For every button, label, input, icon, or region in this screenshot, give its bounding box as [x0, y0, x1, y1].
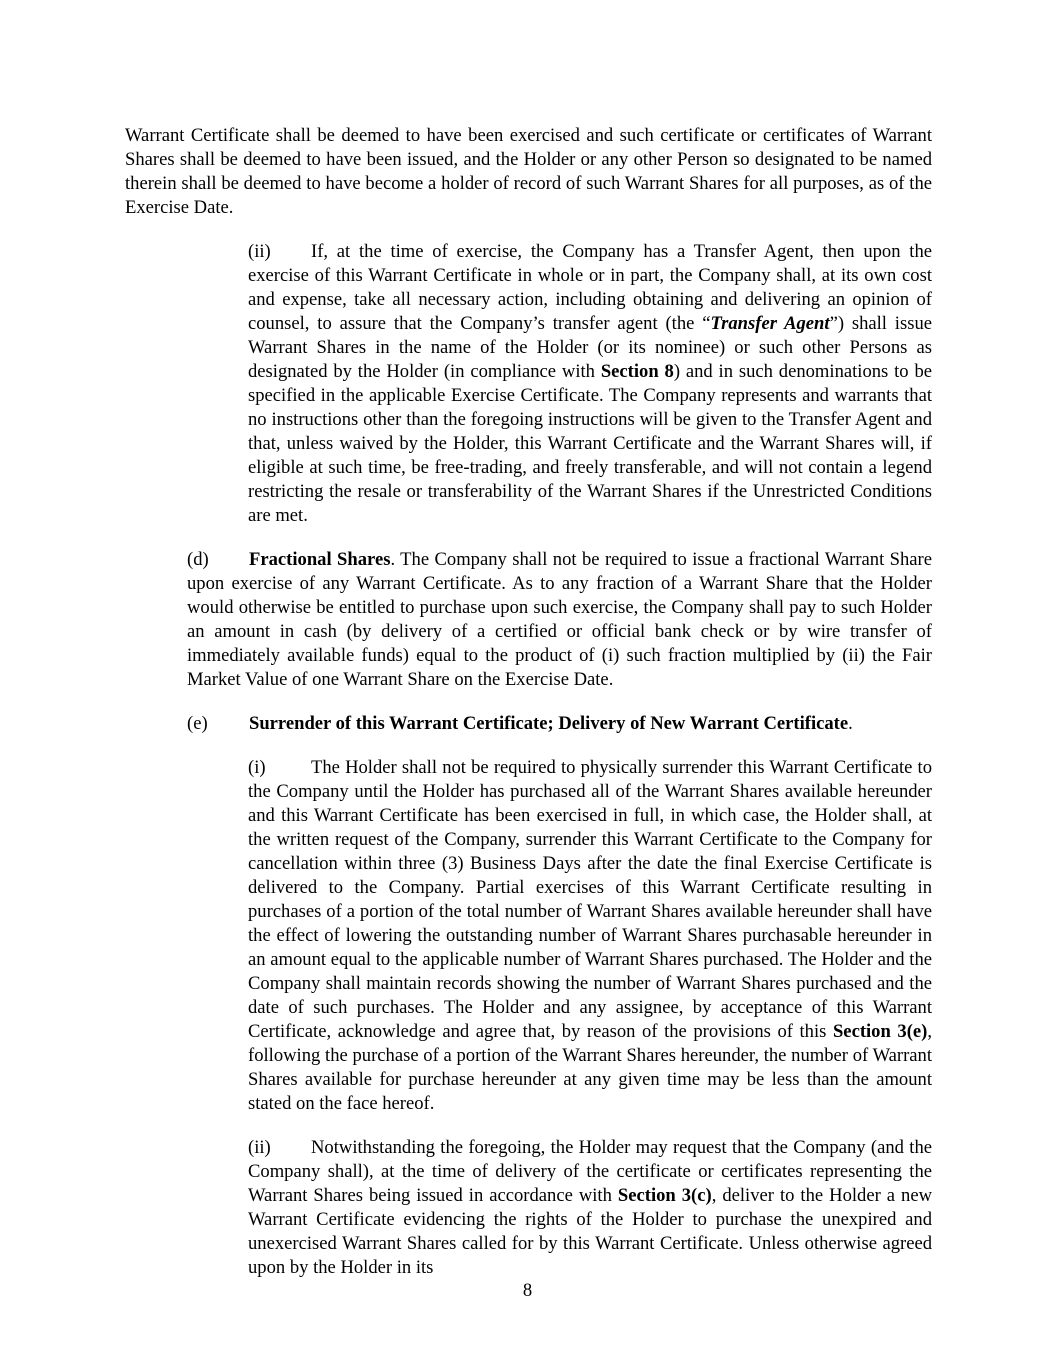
text-run: , deliver to the Holder a new Warrant Certificate evidencing the rights of the Holder to purchase the unexpired and unexercised Warrant Shares called for by this Warrant Certificate. Unless otherwise agreed upon by the Holder in its	[248, 1185, 932, 1278]
text-run: If, at the time of exercise, the Company has a Transfer Agent, then upon the exercise of this Warrant Certificate in whole or in part, the Company shall, at its own cost and expense, take all necessary action, including obtaining and delivering an opinion of counsel, to assure that the Company’s transfer agent (the “	[248, 241, 932, 334]
paragraph-new-warrant	[125, 1136, 932, 1280]
text-run: ”) shall issue Warrant Shares in the name of the Holder (or its nominee) or such other Persons as designated by the Holder (in compliance with	[248, 313, 932, 382]
paragraph-text	[125, 125, 932, 218]
text-run: .	[848, 713, 853, 734]
defined-term: Transfer Agent	[710, 313, 830, 334]
paragraph-text	[248, 1137, 932, 1278]
text-run: Warrant Certificate shall be deemed to have been exercised and such certificate or certificates of Warrant Shares shall be deemed to have been issued, and the Holder or any other Person so designated to be named therein shall be deemed to have become a holder of record of such Warrant Shares for all purposes, as of the Exercise Date.	[125, 125, 932, 218]
paragraph-text	[187, 549, 932, 690]
paragraph-transfer-agent	[125, 240, 932, 528]
text-run: The Holder shall not be required to physically surrender this Warrant Certificate to the Company until the Holder has purchased all of the Warrant Shares available hereunder and this Warrant Certificate has been exercised in full, in which case, the Holder shall, at the written request of the Company, surrender this Warrant Certificate to the Company for cancellation within three (3) Business Days after the date the final Exercise Certificate is delivered to the Company. Partial exercises of this Warrant Certificate resulting in purchases of a portion of the total number of Warrant Shares available hereunder shall have the effect of lowering the outstanding number of Warrant Shares purchasable hereunder in an amount equal to the applicable number of Warrant Shares purchased. The Holder and the Company shall maintain records showing the number of Warrant Shares purchased and the date of such purchases. The Holder and any assignee, by acceptance of this Warrant Certificate, acknowledge and agree that, by reason of the provisions of this	[248, 757, 932, 1042]
paragraph-number: (ii)	[248, 241, 271, 262]
paragraph-fractional-shares	[125, 548, 932, 692]
text-run: , following the purchase of a portion of the Warrant Shares hereunder, the number of Warrant Shares available for purchase hereunder at any given time may be less than the amount stated on the face hereof.	[248, 1021, 932, 1114]
text-run: ) and in such denominations to be specified in the applicable Exercise Certificate. The Company represents and warrants that no instructions other than the foregoing instructions will be given to the Transfer Agent and that, unless waived by the Holder, this Warrant Certificate and the Warrant Shares will, if eligible at such time, be free-trading, and freely transferable, and will not contain a legend restricting the resale or transferability of the Warrant Shares if the Unrestricted Conditions are met.	[248, 361, 932, 526]
paragraph-number: (i)	[248, 757, 266, 778]
text-run: . The Company shall not be required to issue a fractional Warrant Share upon exercise of any Warrant Certificate. As to any fraction of a Warrant Share that the Holder would otherwise be entitled to purchase upon such exercise, the Company shall pay to such Holder an amount in cash (by delivery of a certified or official bank check or by wire transfer of immediately available funds) equal to the product of (i) such fraction multiplied by (ii) the Fair Market Value of one Warrant Share on the Exercise Date.	[187, 549, 932, 690]
paragraph-number: (e)	[187, 713, 208, 734]
paragraph-exercise-date	[125, 124, 932, 220]
text-run: Notwithstanding the foregoing, the Holder may request that the Company (and the Company shall), at the time of delivery of the certificate or certificates representing the Warrant Shares being issued in accordance with	[248, 1137, 932, 1206]
paragraph-text	[248, 241, 932, 526]
paragraph-text	[248, 757, 932, 1114]
bold-reference: Section 8	[600, 361, 674, 382]
paragraph-number: (d)	[187, 549, 209, 570]
page-number: 8	[522, 1280, 533, 1301]
bold-reference: Section 3(e)	[832, 1021, 928, 1042]
section-heading-surrender	[125, 712, 932, 736]
document-page	[125, 124, 932, 1300]
bold-reference: Surrender of this Warrant Certificate; Delivery of New Warrant Certificate	[249, 713, 849, 734]
paragraph-surrender-warrant	[125, 756, 932, 1116]
paragraph-number: (ii)	[248, 1137, 271, 1158]
bold-reference: Section 3(c)	[617, 1185, 712, 1206]
bold-reference: Fractional Shares	[249, 549, 391, 570]
paragraph-text	[249, 713, 853, 734]
